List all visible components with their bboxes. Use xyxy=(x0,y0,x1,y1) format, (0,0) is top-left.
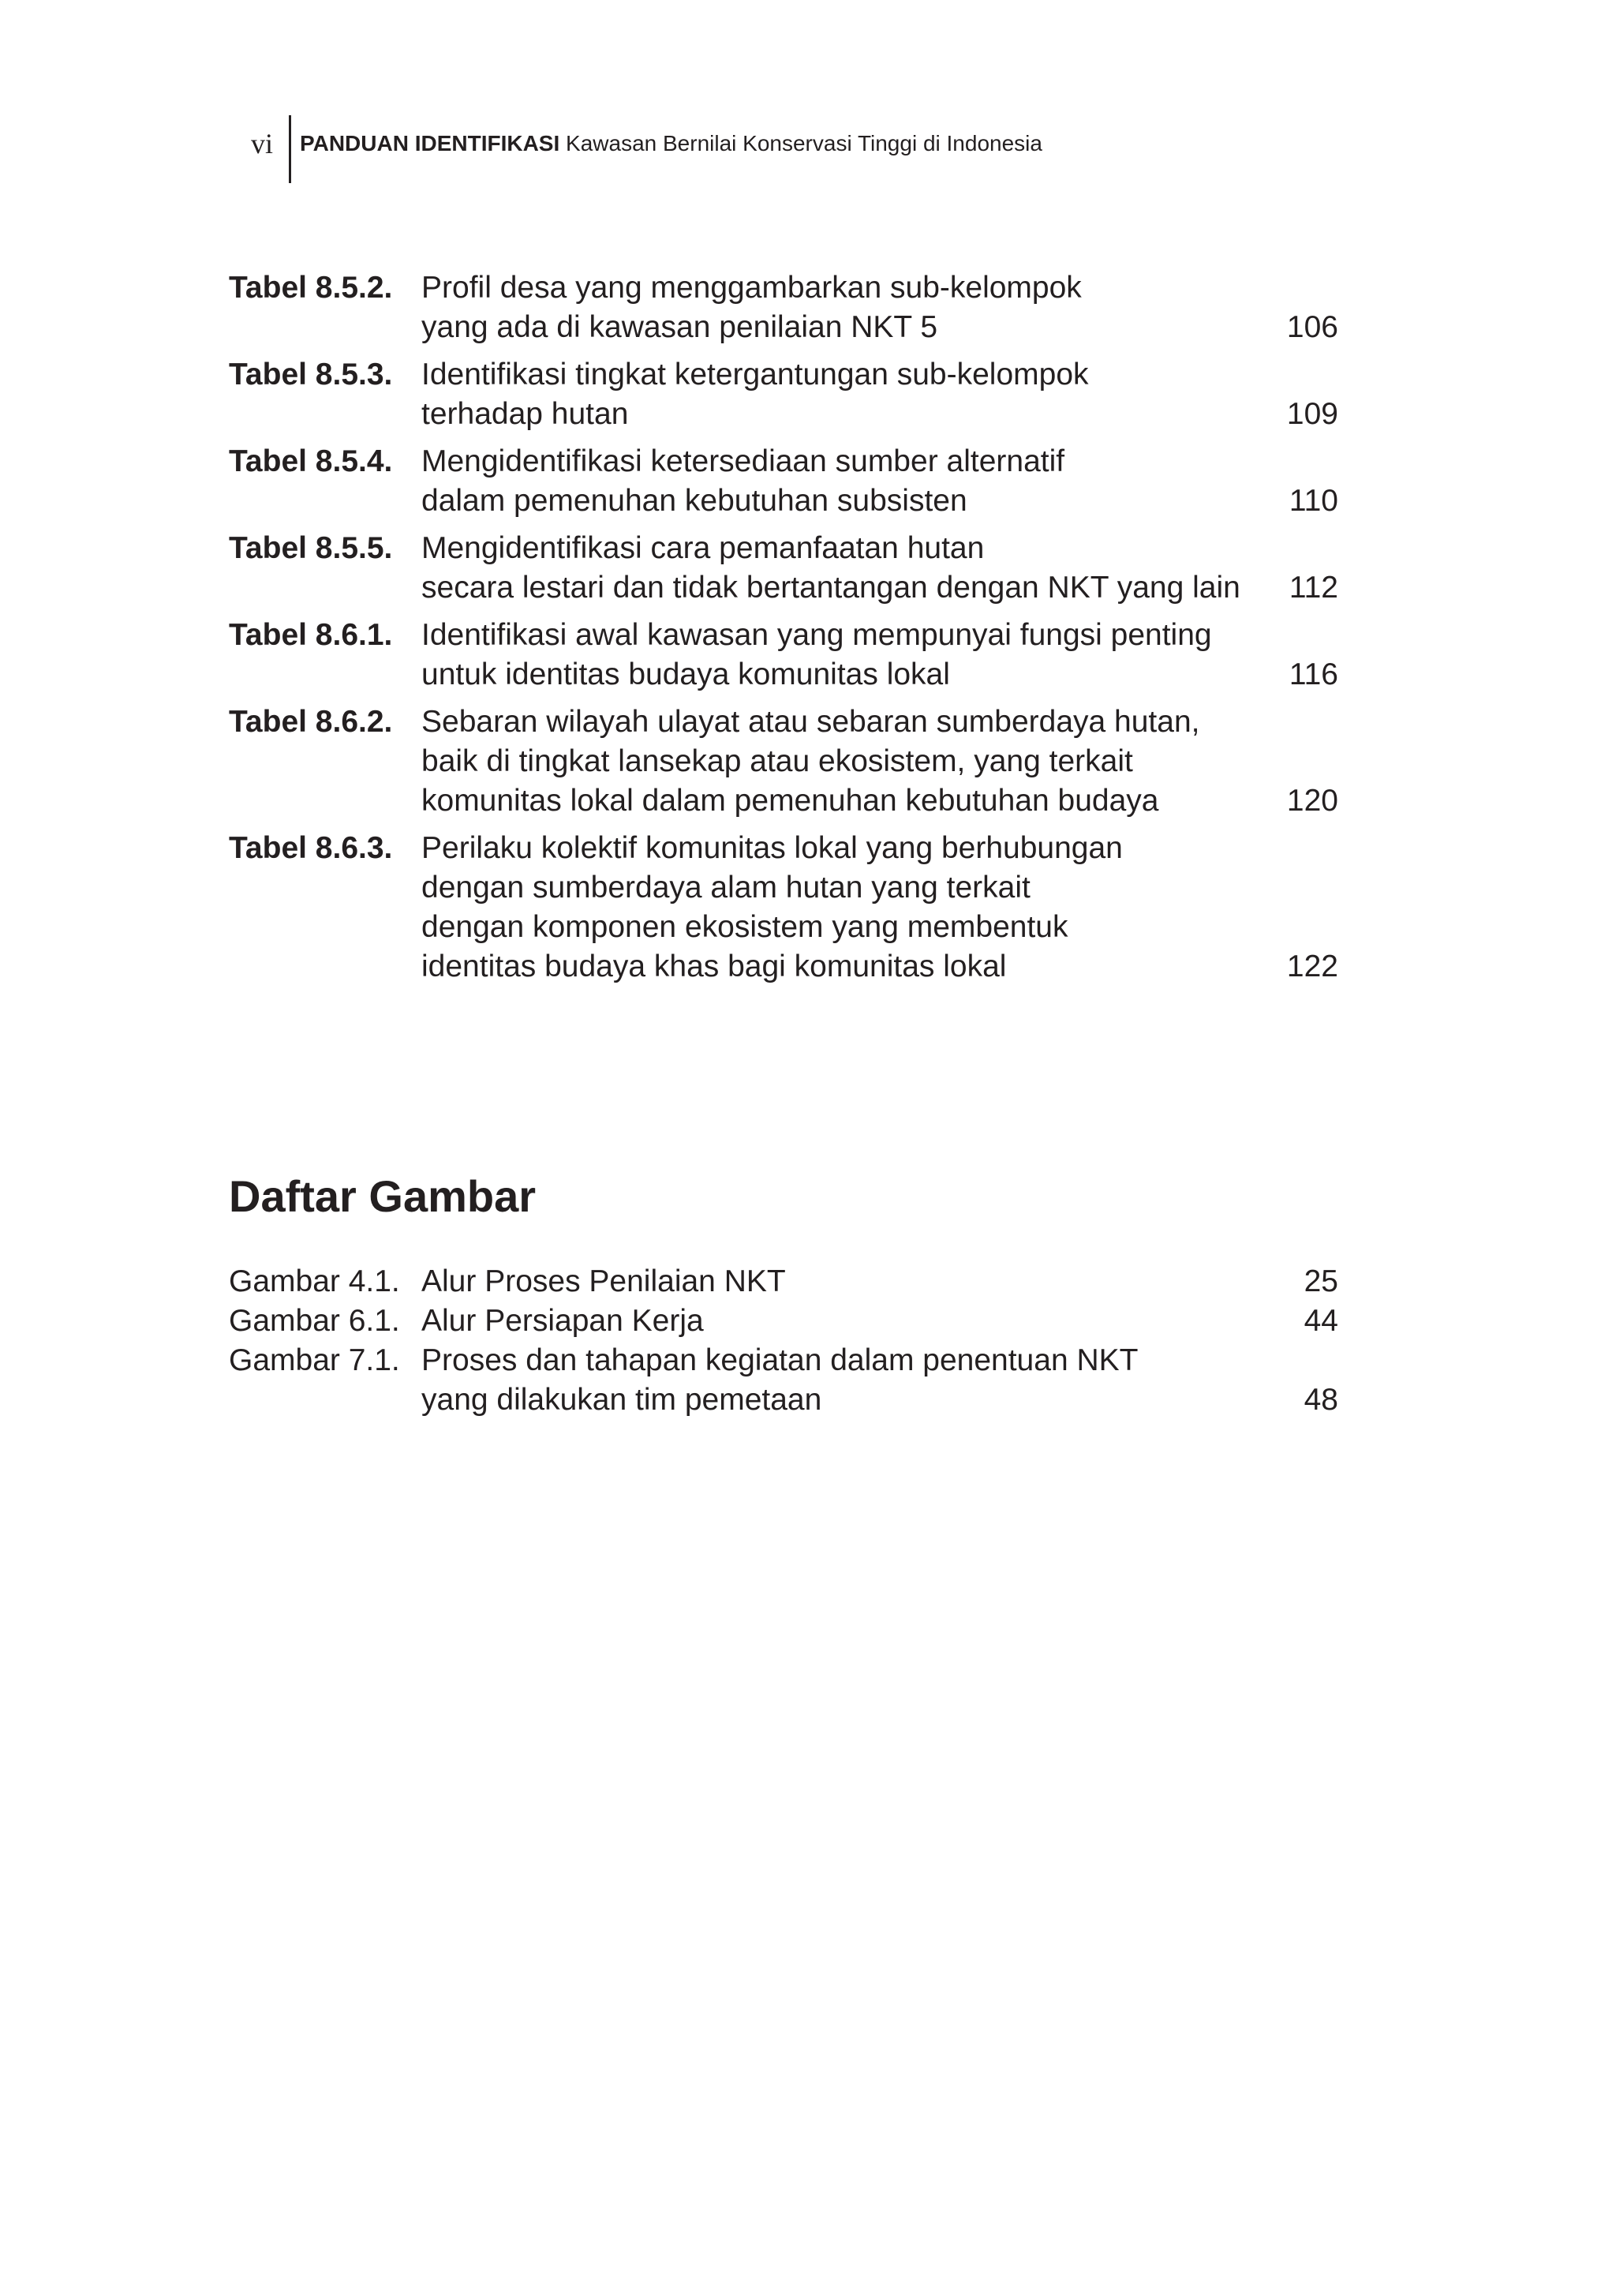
entry-page-number: 110 xyxy=(1289,484,1338,518)
entry-title-line: Perilaku kolektif komunitas lokal yang berhubungan xyxy=(421,831,1123,865)
entry-label: Tabel 8.6.1. xyxy=(229,618,393,652)
figure-entry xyxy=(229,1302,1338,1341)
page-number: vi xyxy=(251,128,274,159)
entry-title-line: Profil desa yang menggambarkan sub-kelompok xyxy=(421,271,1082,305)
entry-label: Tabel 8.5.2. xyxy=(229,271,393,305)
entry-title-line: yang ada di kawasan penilaian NKT 5 xyxy=(421,310,938,344)
entry-title-line: Mengidentifikasi ketersediaan sumber alternatif xyxy=(421,444,1065,478)
entry-title-line: dengan sumberdaya alam hutan yang terkait xyxy=(421,871,1031,905)
header-divider xyxy=(289,115,291,183)
entry-title-line: untuk identitas budaya komunitas lokal xyxy=(421,657,950,691)
entry-label: Tabel 8.6.3. xyxy=(229,831,393,865)
entry-title xyxy=(421,616,1242,695)
entry-title-line: dalam pemenuhan kebutuhan subsisten xyxy=(421,484,967,518)
table-entry xyxy=(229,268,1338,347)
entry-label: Tabel 8.5.4. xyxy=(229,444,393,478)
entry-label: Gambar 7.1. xyxy=(229,1343,400,1377)
entry-label: Gambar 4.1. xyxy=(229,1264,400,1298)
entry-label: Tabel 8.6.2. xyxy=(229,705,393,739)
table-entry xyxy=(229,529,1338,608)
entry-label: Gambar 6.1. xyxy=(229,1304,400,1338)
figure-entry xyxy=(229,1341,1338,1420)
entry-title xyxy=(421,702,1242,821)
entry-page-number: 106 xyxy=(1286,310,1338,344)
table-entry xyxy=(229,829,1338,987)
entry-title-line: Mengidentifikasi cara pemanfaatan hutan xyxy=(421,531,985,565)
entry-title xyxy=(421,529,1242,608)
entry-title-line: Identifikasi awal kawasan yang mempunyai fungsi penting xyxy=(421,618,1212,652)
entry-page-number: 44 xyxy=(1304,1304,1338,1338)
table-entry xyxy=(229,616,1338,695)
entry-title xyxy=(421,355,1242,434)
entry-page-number: 109 xyxy=(1286,397,1338,431)
entry-page-number: 112 xyxy=(1289,571,1338,605)
entry-title-line: dengan komponen ekosistem yang membentuk xyxy=(421,910,1068,944)
table-entry xyxy=(229,355,1338,434)
entry-title xyxy=(421,268,1242,347)
entry-title xyxy=(421,1262,1242,1302)
entry-title-line: secara lestari dan tidak bertantangan dengan NKT yang lain xyxy=(421,571,1240,605)
entry-title-line: Alur Persiapan Kerja xyxy=(421,1304,704,1338)
entry-page-number: 25 xyxy=(1304,1264,1338,1298)
tables-list xyxy=(229,268,1338,994)
entry-title-line: komunitas lokal dalam pemenuhan kebutuhan budaya xyxy=(421,784,1159,818)
entry-title-line: baik di tingkat lansekap atau ekosistem, yang terkait xyxy=(421,744,1133,778)
entry-title xyxy=(421,829,1242,987)
entry-title-line: Sebaran wilayah ulayat atau sebaran sumberdaya hutan, xyxy=(421,705,1200,739)
entry-title-line: yang dilakukan tim pemetaan xyxy=(421,1383,822,1417)
entry-title xyxy=(421,442,1242,521)
table-entry xyxy=(229,442,1338,521)
entry-title xyxy=(421,1341,1242,1420)
running-header xyxy=(0,0,1616,189)
entry-title-line: terhadap hutan xyxy=(421,397,629,431)
entry-page-number: 122 xyxy=(1286,949,1338,983)
running-title-bold: PANDUAN IDENTIFIKASI xyxy=(300,131,560,155)
entry-label: Tabel 8.5.5. xyxy=(229,531,393,565)
figures-list xyxy=(229,1262,1338,1420)
table-entry xyxy=(229,702,1338,821)
section-heading-daftar-gambar: Daftar Gambar xyxy=(229,1171,537,1221)
entry-page-number: 120 xyxy=(1286,784,1338,818)
entry-title-line: Proses dan tahapan kegiatan dalam penentuan NKT xyxy=(421,1343,1139,1377)
entry-title-line: Alur Proses Penilaian NKT xyxy=(421,1264,786,1298)
figure-entry xyxy=(229,1262,1338,1302)
entry-label: Tabel 8.5.3. xyxy=(229,358,393,391)
entry-title-line: identitas budaya khas bagi komunitas lokal xyxy=(421,949,1007,983)
entry-title xyxy=(421,1302,1242,1341)
running-title-rest: Kawasan Bernilai Konservasi Tinggi di Indonesia xyxy=(559,131,1042,155)
entry-title-line: Identifikasi tingkat ketergantungan sub-kelompok xyxy=(421,358,1089,391)
entry-page-number: 116 xyxy=(1289,657,1338,691)
running-title xyxy=(300,129,1042,158)
entry-page-number: 48 xyxy=(1304,1383,1338,1417)
